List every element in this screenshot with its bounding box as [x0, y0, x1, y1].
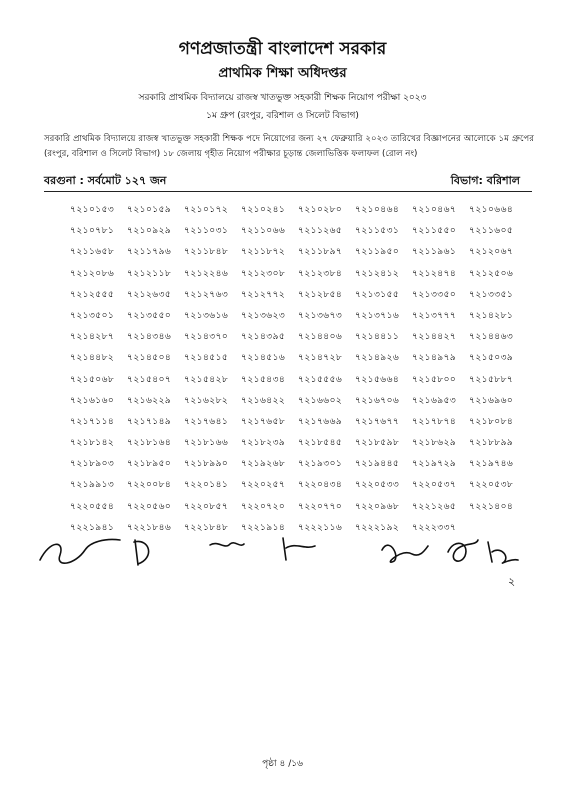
- roll-number: ৭২১৮৫৯৮: [355, 438, 400, 449]
- roll-number: ৭২১০১৫৩: [70, 205, 115, 215]
- roll-number: ৭২১২৮৫৪: [298, 289, 343, 300]
- roll-number: ৭২১২১১৮: [127, 268, 172, 279]
- roll-number: ৭২১২০৮৬: [70, 268, 115, 279]
- roll-number: ৭২১৬২২৯: [127, 395, 172, 406]
- roll-number: ৭২১৩৩৫০: [412, 289, 457, 300]
- roll-number: ৭২১২৪৭৪: [412, 268, 457, 279]
- roll-number: ৭২১১০৩১: [184, 226, 229, 237]
- district-heading: বরগুনা : সর্বমোট ১২৭ জন: [44, 174, 167, 187]
- roll-number: ৭২১১৬৫৮: [70, 247, 115, 258]
- roll-number: ৭২২১৮৪৬: [127, 522, 172, 533]
- roll-number: ৭২২২১১৬: [298, 522, 343, 533]
- roll-number: ৭২১২৬৩৫: [127, 289, 172, 300]
- roll-number: ৭২১৪৫১৬: [241, 353, 286, 364]
- roll-number: ৭২১৫৪২৮: [184, 374, 229, 385]
- signature-2: [134, 540, 149, 565]
- result-notice: সরকারি প্রাথমিক বিদ্যালয়ে রাজস্ব খাতভুক্ত সহকারী শিক্ষক পদে নিয়োগের জন্য ২৭ ফেব্রুয়ারি ২০২৩ তারিখের বিজ্ঞাপনের আলোকে ১ম গ্রুপের (রংপুর, বরিশাল ও সিলেট বিভাগ) ১৮ জেলায় গৃহীত নিয়োগ পরীক্ষার চূড়ান্ত জেলাভিত্তিক ফলাফল (রোল নং): [44, 134, 534, 159]
- signature-7: [488, 542, 518, 563]
- signature-1: [40, 539, 120, 563]
- roll-number: ৭২১৪৫১৫: [184, 353, 229, 364]
- roll-number: ৭২২১৯১৪: [241, 522, 286, 533]
- roll-number: ৭২১৬৭০৬: [355, 395, 400, 406]
- roll-number: ৭২১৬৯৫৩: [412, 395, 457, 406]
- roll-number: ৭২২১৪০৪: [469, 501, 514, 512]
- roll-number: ৭২১৯৪৪৫: [355, 459, 400, 470]
- roll-number: ৭২২০১৪১: [184, 480, 229, 491]
- roll-number: ৭২১২৫৫৫: [70, 289, 115, 300]
- roll-number: ৭২১৪৩৯৫: [241, 332, 286, 343]
- roll-number: ৭২১৯৩০১: [298, 459, 343, 470]
- roll-number: ৭২১৪৫০৪: [127, 353, 172, 364]
- roll-number: ৭২১৮১৪২: [70, 438, 115, 449]
- signature-note: ২: [508, 575, 516, 588]
- roll-number: ৭২১৩৭১৬: [355, 310, 400, 321]
- roll-number: ৭২২০৫৩৭: [412, 480, 457, 491]
- roll-number: ৭২২১৮৪৮: [184, 522, 229, 533]
- roll-number: ৭২১৩৭৭৭: [412, 310, 457, 321]
- roll-number: ৭২১৮৮৯৯: [469, 438, 514, 449]
- roll-number: ৭২১২৩৮৪: [298, 268, 343, 279]
- roll-number: ৭২১৭৬৫৮: [241, 416, 286, 427]
- department-title: প্রাথমিক শিক্ষা অধিদপ্তর: [218, 65, 347, 81]
- roll-number: ৭২১০১৭২: [184, 205, 229, 215]
- roll-number: ৭২১৪৩৭০: [184, 332, 229, 343]
- roll-number: ৭২১৩৫৫০: [127, 310, 172, 321]
- roll-number: ৭২১৯৭৪৬: [469, 459, 514, 470]
- roll-number: ৭২১৬২৮২: [184, 395, 229, 406]
- roll-number: ৭২১৮১৬৬: [184, 438, 229, 449]
- division-heading: বিভাগ: বরিশাল: [450, 174, 520, 187]
- roll-number: ৭২২০৫৫৪: [70, 501, 115, 512]
- roll-number: ৭২১৫৫৫৬: [298, 374, 343, 385]
- roll-number: ৭২১৪৯২৬: [355, 353, 400, 364]
- roll-number: ৭২২০৭২০: [241, 501, 286, 512]
- roll-number: ৭২১২০৬৭: [469, 247, 514, 258]
- roll-number: ৭২১৩৬১৬: [184, 310, 229, 321]
- roll-number: ৭২২২৩৩৭: [412, 522, 457, 533]
- roll-number: ৭২১০৬৬৪: [469, 205, 514, 215]
- roll-number: ৭২২০৫৬০: [127, 501, 172, 512]
- exam-title: সরকারি প্রাথমিক বিদ্যালয়ে রাজস্ব খাতভুক্ত সহকারী শিক্ষক নিয়োগ পরীক্ষা ২০২৩: [138, 93, 427, 103]
- roll-number: ৭২১১৮৭২: [241, 247, 286, 258]
- roll-number: ৭২১৯৯১৩: [70, 480, 115, 491]
- group-title: ১ম গ্রুপ (রংপুর, বরিশাল ও সিলেট বিভাগ): [206, 111, 359, 121]
- roll-number: ৭২১০৭৮১: [70, 226, 115, 237]
- signatures: [30, 520, 540, 595]
- roll-number: ৭২২০৫৩৮: [469, 480, 514, 491]
- roll-number: ৭২১৪৩৪৬: [127, 332, 172, 343]
- roll-number: ৭২২০৭৭০: [298, 501, 343, 512]
- roll-number: ৭২১৫০৩৯: [469, 353, 514, 364]
- roll-number: ৭২১৫৮০০: [412, 374, 457, 385]
- roll-number: ৭২১৪৪৬৩: [469, 332, 514, 343]
- roll-number-grid: [70, 200, 550, 539]
- roll-number: ৭২১৮৯০৩: [70, 459, 115, 470]
- roll-number: ৭২১১৮৪৮: [184, 247, 229, 258]
- roll-number: ৭২১১৫৩১: [355, 226, 400, 237]
- signature-3: [210, 543, 244, 546]
- roll-number: ৭২১৭৮৭৪: [412, 416, 457, 427]
- roll-number: ৭২১১৫৫০: [412, 226, 457, 237]
- roll-number: ৭২১৬৯৬০: [469, 395, 514, 406]
- roll-number: ৭২১৩৫০১: [70, 310, 115, 321]
- roll-number: ৭২১৪৪৮২: [70, 353, 115, 364]
- roll-number: ৭২২১৯৪১: [70, 522, 115, 533]
- roll-number: ৭২১৬৪২২: [241, 395, 286, 406]
- roll-number: ৭২১৬৬০২: [298, 395, 343, 406]
- roll-number: ৭২১৭১৪৯: [127, 416, 172, 427]
- roll-number: ৭২২১২৬৫: [412, 501, 457, 512]
- roll-number: ৭২১০৯২৯: [127, 226, 172, 237]
- roll-number: ৭২১৩৩৫১: [469, 289, 514, 300]
- roll-number: ৭২২২১৯২: [355, 522, 400, 533]
- roll-number: ৭২২০৫৩৩: [355, 480, 400, 491]
- roll-number: ৭২১৫৬৬৪: [355, 374, 400, 385]
- roll-number: ৭২১৪৭২৮: [298, 353, 343, 364]
- roll-number: ৭২২০৮৫৭: [184, 501, 229, 512]
- roll-number: ৭২১৩১৫৫: [355, 289, 400, 300]
- roll-number: ৭২১৯৭২৯: [412, 459, 457, 470]
- signature-6: [448, 540, 478, 561]
- roll-number: ৭২১৭১১৪: [70, 416, 115, 427]
- roll-number: ৭২১৫৮৮৭: [469, 374, 514, 385]
- roll-number: ৭২১৮১৬৪: [127, 438, 172, 449]
- roll-number: ৭২১২৭৭২: [241, 289, 286, 300]
- roll-number: ৭২১৮৫৪৫: [298, 438, 343, 449]
- roll-number: ৭২১৮২৩৯: [241, 438, 286, 449]
- roll-number: ৭২১২৫০৬: [469, 268, 514, 279]
- roll-number: ৭২১৪৪১১: [355, 332, 400, 343]
- roll-number: ৭২২০৪৩৪: [298, 480, 343, 491]
- roll-number: ৭২১১২৬৫: [298, 226, 343, 237]
- roll-number: ৭২১১৯৫০: [355, 247, 400, 258]
- roll-number: ৭২২০০৮৪: [127, 480, 172, 491]
- roll-number: ৭২১৪৪০৬: [298, 332, 343, 343]
- roll-number: ৭২১৯২৬৮: [241, 459, 286, 470]
- roll-number: ৭২১৫৪০৭: [127, 374, 172, 385]
- signature-5: [382, 545, 428, 562]
- roll-number: ৭২১৪৯৭৯: [412, 353, 457, 364]
- roll-number: ৭২১২৪১২: [355, 268, 400, 279]
- roll-number: ৭২১৮৯৯০: [184, 459, 229, 470]
- roll-number: ৭২১৪৪২৭: [412, 332, 457, 343]
- roll-number: ৭২১৩৬৭৩: [298, 310, 343, 321]
- roll-number: ৭২১০১৫৯: [127, 205, 172, 215]
- signature-4: [283, 538, 315, 560]
- government-title: গণপ্রজাতন্ত্রী বাংলাদেশ সরকার: [178, 39, 387, 59]
- roll-number: ৭২১৭৬৪১: [184, 416, 229, 427]
- roll-number: ৭২১৮৬২৯: [412, 438, 457, 449]
- roll-number: ৭২১৭৬৬৯: [298, 416, 343, 427]
- roll-number: ৭২১৮৯৫০: [127, 459, 172, 470]
- roll-number: ৭২১৮০৮৪: [469, 416, 514, 427]
- roll-number: ৭২১১৮৯৭: [298, 247, 343, 258]
- roll-number: ৭২১৭৬৭৭: [355, 416, 400, 427]
- divider: [44, 191, 532, 192]
- roll-number: ৭২১৪২৮৭: [70, 332, 115, 343]
- roll-number: ৭২২০২৫৭: [241, 480, 286, 491]
- roll-number: ৭২১০৪৬৪: [355, 205, 400, 215]
- roll-number: ৭২১২২৪৬: [184, 268, 229, 279]
- roll-number: ৭২১৬১৬০: [70, 395, 115, 406]
- roll-number: ৭২১০২৪১: [241, 205, 286, 215]
- roll-number: ৭২১১০৬৬: [241, 226, 286, 237]
- roll-number: ৭২১৫০৬৮: [70, 374, 115, 385]
- roll-number: ৭২১৩৬২৩: [241, 310, 286, 321]
- roll-number: ৭২১১৯৬১: [412, 247, 457, 258]
- roll-number: ৭২১০২৮০: [298, 205, 343, 215]
- roll-number: ৭২১১৬০৫: [469, 226, 514, 237]
- roll-number: ৭২২০৯৬৮: [355, 501, 400, 512]
- roll-number: ৭২১৪২৮১: [469, 310, 514, 321]
- roll-number: ৭২১২৩০৮: [241, 268, 286, 279]
- roll-number: ৭২১৫৪৩৪: [241, 374, 286, 385]
- roll-number: ৭২১১৭৯৬: [127, 247, 172, 258]
- page-number: পৃষ্ঠা ৪ /১৬: [262, 759, 303, 769]
- roll-number: ৭২১২৭৬৩: [184, 289, 229, 300]
- roll-number: ৭২১০৪৬৭: [412, 205, 457, 215]
